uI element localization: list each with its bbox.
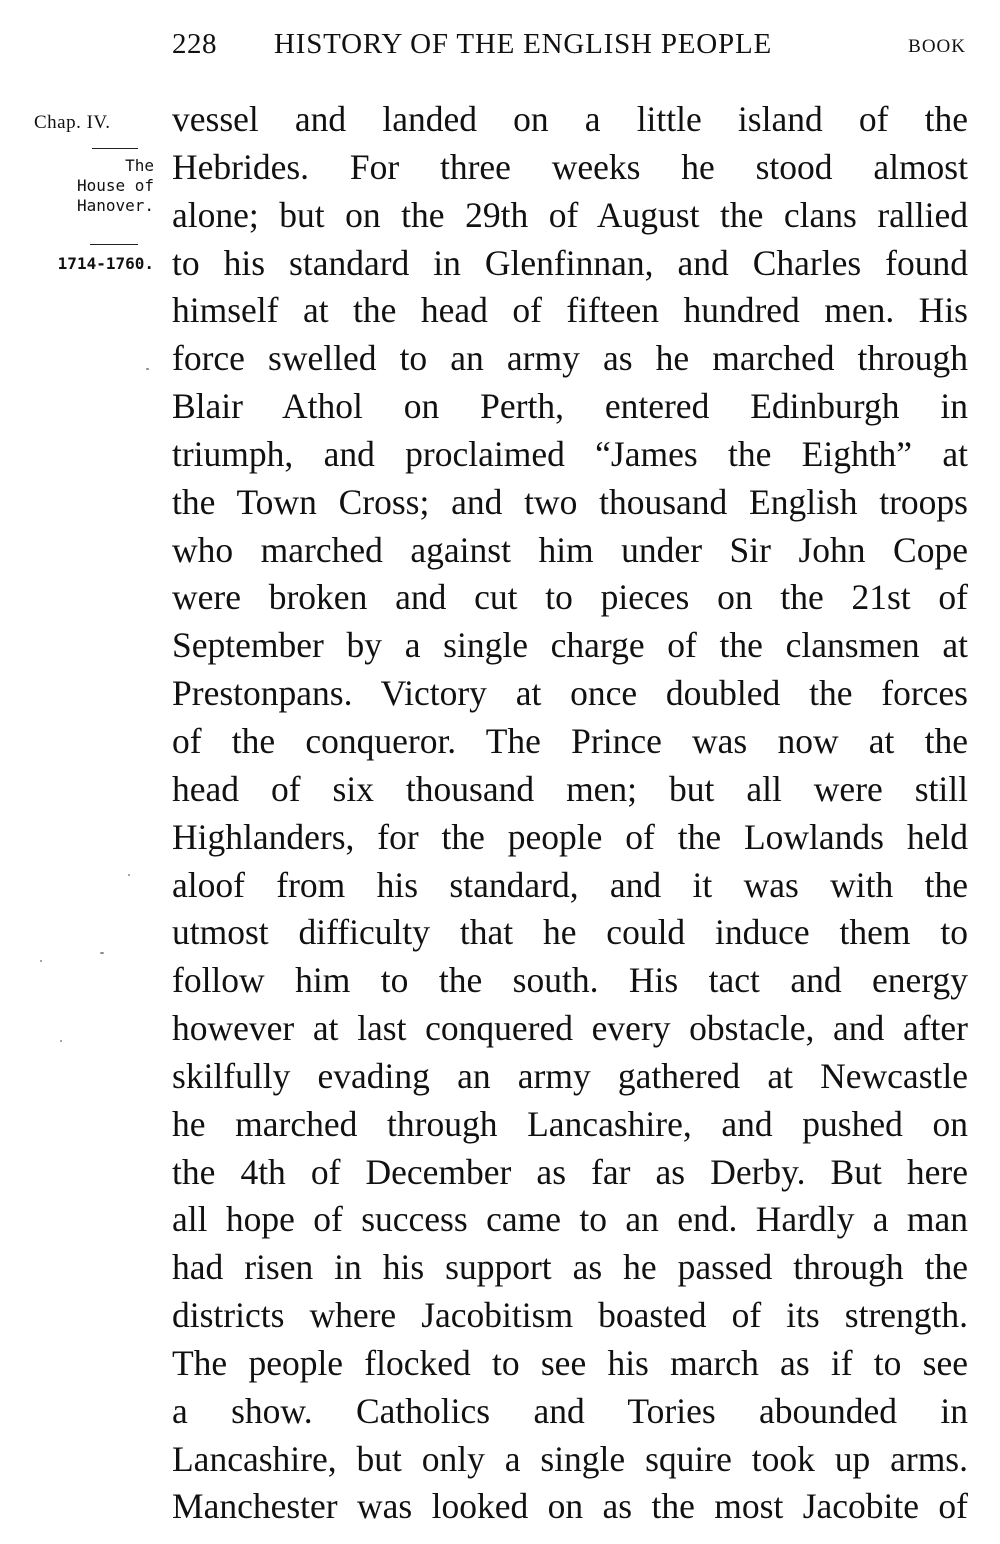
section-line: The <box>125 156 154 175</box>
text-line: Prestonpans. Victory at once doubled the forces <box>172 673 968 714</box>
text-line: who marched against him under Sir John Cope <box>172 529 968 570</box>
text-line: triumph, and proclaimed “James the Eighth” at <box>172 433 968 474</box>
text-line: vessel and landed on a little island of the <box>172 99 968 139</box>
running-head <box>172 28 968 68</box>
text-line: Lancashire, but only a single squire took up arms. <box>172 1438 968 1479</box>
text-line: September by a single charge of the clansmen at <box>172 625 968 666</box>
text-line: follow him to the south. His tact and energy <box>172 960 968 1001</box>
text-line: Hebrides. For three weeks he stood almost <box>172 146 968 187</box>
text-line: head of six thousand men; but all were still <box>172 768 968 809</box>
text-line: to his standard in Glenfinnan, and Charles found <box>172 242 968 283</box>
section-note <box>77 156 154 216</box>
text-line: the Town Cross; and two thousand English troops <box>172 481 968 522</box>
date-range-note: 1714-1760. <box>57 254 154 273</box>
section-line: Hanover. <box>76 196 154 215</box>
text-line: were broken and cut to pieces on the 21st of <box>172 577 968 618</box>
text-line: of the conqueror. The Prince was now at the <box>172 720 968 761</box>
body-text <box>172 96 968 1531</box>
text-line: utmost difficulty that he could induce them to <box>172 912 968 953</box>
scan-speck <box>40 960 42 962</box>
scan-speck <box>100 952 104 954</box>
chapter-note: Chap. IV. <box>34 112 111 133</box>
text-line: districts where Jacobitism boasted of its strength. <box>172 1295 968 1336</box>
text-line: himself at the head of fifteen hundred men. His <box>172 290 968 331</box>
text-line: all hope of success came to an end. Hardly a man <box>172 1199 968 1240</box>
section-line: House of <box>76 176 154 195</box>
text-line: skilfully evading an army gathered at Newcastle <box>172 1055 968 1096</box>
scan-speck <box>146 368 149 370</box>
text-line: Highlanders, for the people of the Lowlands held <box>172 816 968 857</box>
text-line: a show. Catholics and Tories abounded in <box>172 1390 968 1431</box>
scan-speck <box>60 1040 62 1042</box>
text-line: force swelled to an army as he marched through <box>172 338 968 379</box>
page-number: 228 <box>172 28 217 60</box>
margin-rule <box>92 148 138 149</box>
running-title: HISTORY OF THE ENGLISH PEOPLE <box>274 28 772 60</box>
text-line: the 4th of December as far as Derby. But here <box>172 1151 968 1192</box>
text-line: Blair Athol on Perth, entered Edinburgh in <box>172 386 968 427</box>
scan-speck <box>128 874 130 876</box>
book-label: BOOK <box>908 36 966 57</box>
text-line: however at last conquered every obstacle, and after <box>172 1008 968 1049</box>
text-line: The people flocked to see his march as if to see <box>172 1342 968 1383</box>
text-line: he marched through Lancashire, and pushed on <box>172 1103 968 1144</box>
margin-rule <box>90 244 138 245</box>
text-line: aloof from his standard, and it was with the <box>172 864 968 905</box>
text-line: had risen in his support as he passed through the <box>172 1247 968 1288</box>
text-line: alone; but on the 29th of August the clans rallied <box>172 194 968 235</box>
text-line: Manchester was looked on as the most Jacobite of <box>172 1486 968 1527</box>
